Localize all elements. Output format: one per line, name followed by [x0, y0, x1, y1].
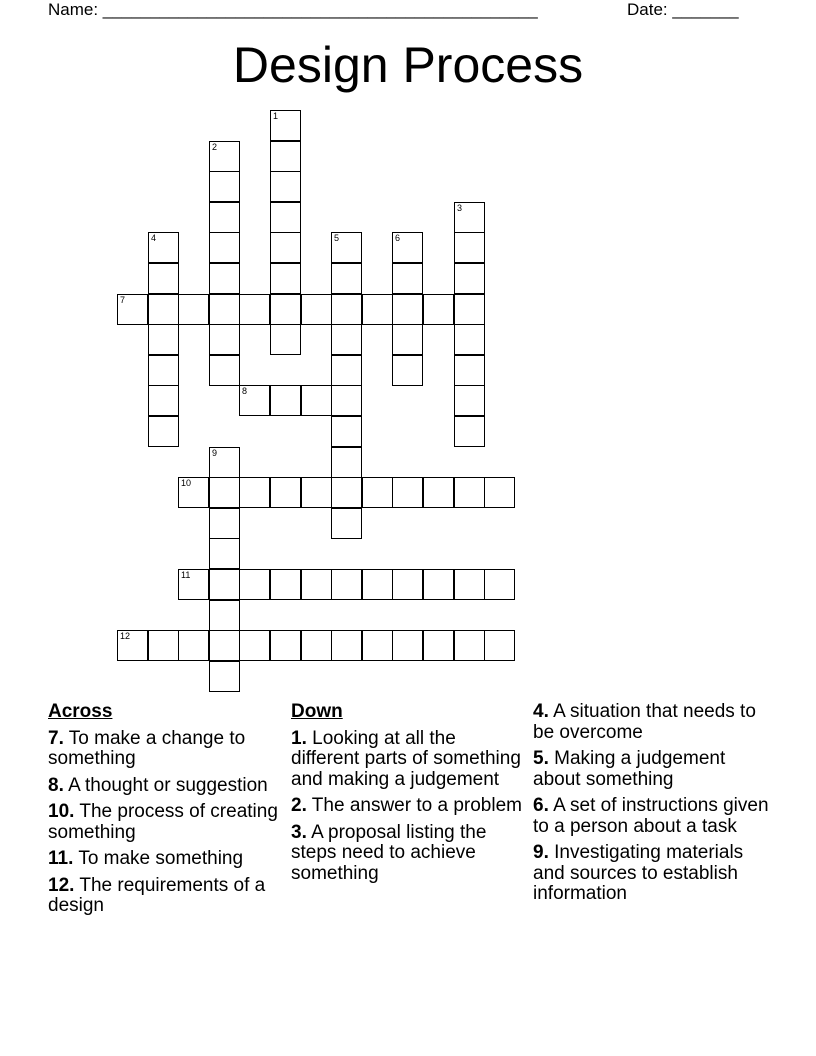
grid-cell[interactable]: [270, 385, 301, 416]
clue-number: 7: [120, 295, 126, 305]
across-clue-7: 7. To make a change to something: [48, 727, 246, 769]
date-field: Date: _______: [627, 0, 739, 19]
grid-cell[interactable]: [454, 263, 485, 294]
grid-cell[interactable]: [178, 630, 209, 661]
grid-cell[interactable]: [331, 508, 362, 539]
down-clue-2: 2. The answer to a problem: [291, 795, 522, 816]
grid-cell[interactable]: [392, 324, 423, 355]
grid-cell[interactable]: [239, 569, 270, 600]
grid-cell[interactable]: [423, 294, 454, 325]
grid-cell[interactable]: [331, 569, 362, 600]
clue-number: 8: [242, 386, 248, 396]
grid-cell[interactable]: [148, 416, 179, 447]
grid-cell[interactable]: [362, 477, 393, 508]
grid-cell[interactable]: [301, 385, 332, 416]
down-clue-9: 9. Investigating materials and sources to establish information: [533, 842, 744, 904]
grid-cell[interactable]: [148, 630, 179, 661]
grid-cell[interactable]: [331, 232, 362, 263]
grid-cell[interactable]: [270, 202, 301, 233]
grid-cell[interactable]: [209, 202, 240, 233]
down-clue-3: 3. A proposal listing the steps need to achieve something: [291, 821, 487, 884]
grid-cell[interactable]: [331, 294, 362, 325]
clue-number: 4: [151, 233, 157, 243]
grid-cell[interactable]: [484, 477, 515, 508]
grid-cell[interactable]: [178, 477, 209, 508]
grid-cell[interactable]: [484, 630, 515, 661]
grid-cell[interactable]: [178, 294, 209, 325]
grid-cell[interactable]: [392, 630, 423, 661]
grid-cell[interactable]: [209, 141, 240, 172]
grid-cell[interactable]: [117, 294, 148, 325]
grid-cell[interactable]: [270, 141, 301, 172]
down-clues-continued: [533, 702, 773, 911]
grid-cell[interactable]: [270, 294, 301, 325]
grid-cell[interactable]: [454, 232, 485, 263]
grid-cell[interactable]: [209, 171, 240, 202]
grid-cell[interactable]: [209, 447, 240, 478]
grid-cell[interactable]: [209, 538, 240, 569]
grid-cell[interactable]: [362, 630, 393, 661]
grid-cell[interactable]: [423, 630, 454, 661]
clue-number: 11: [181, 570, 191, 580]
grid-cell[interactable]: [148, 385, 179, 416]
clue-number: 10: [181, 478, 192, 488]
grid-cell[interactable]: [454, 569, 485, 600]
grid-cell[interactable]: [178, 569, 209, 600]
clue-number: 12: [120, 631, 131, 641]
grid-cell[interactable]: [484, 569, 515, 600]
grid-cell[interactable]: [148, 355, 179, 386]
grid-cell[interactable]: [392, 355, 423, 386]
across-clue-10: 10. The process of creating something: [48, 801, 278, 843]
grid-cell[interactable]: [270, 324, 301, 355]
grid-cell[interactable]: [209, 294, 240, 325]
grid-cell[interactable]: [454, 416, 485, 447]
clue-number: 2: [212, 142, 218, 152]
down-clue-4: 4. A situation that needs to be overcome: [533, 701, 756, 743]
across-clue-12: 12. The requirements of a design: [48, 874, 266, 916]
page-title: Design Process: [232, 37, 584, 93]
grid-cell[interactable]: [301, 569, 332, 600]
grid-cell[interactable]: [148, 232, 179, 263]
down-clue-6: 6. A set of instructions given to a person about a task: [533, 795, 769, 837]
grid-cell[interactable]: [362, 294, 393, 325]
grid-cell[interactable]: [270, 477, 301, 508]
across-clue-11: 11. To make something: [48, 848, 244, 869]
across-clues: [48, 702, 278, 923]
grid-cell[interactable]: [117, 630, 148, 661]
grid-cell[interactable]: [392, 294, 423, 325]
grid-cell[interactable]: [148, 263, 179, 294]
grid-cell[interactable]: [331, 263, 362, 294]
grid-cell[interactable]: [301, 477, 332, 508]
clue-number: 6: [395, 233, 401, 243]
grid-cell[interactable]: [209, 508, 240, 539]
grid-cell[interactable]: [454, 202, 485, 233]
clue-number: 3: [457, 203, 463, 213]
grid-cell[interactable]: [423, 477, 454, 508]
grid-cell[interactable]: [454, 630, 485, 661]
grid-cell[interactable]: [148, 324, 179, 355]
name-field: Name: ______________________________________________: [48, 0, 538, 19]
grid-cell[interactable]: [270, 110, 301, 141]
grid-cell[interactable]: [454, 294, 485, 325]
grid-cell[interactable]: [239, 385, 270, 416]
grid-cell[interactable]: [239, 294, 270, 325]
grid-cell[interactable]: [209, 630, 240, 661]
grid-cell[interactable]: [209, 569, 240, 600]
grid-cell[interactable]: [331, 477, 362, 508]
grid-cell[interactable]: [209, 661, 240, 692]
grid-cell[interactable]: [270, 171, 301, 202]
grid-cell[interactable]: [454, 324, 485, 355]
grid-cell[interactable]: [301, 630, 332, 661]
grid-cell[interactable]: [148, 294, 179, 325]
grid-cell[interactable]: [392, 263, 423, 294]
grid-cell[interactable]: [239, 630, 270, 661]
grid-cell[interactable]: [209, 600, 240, 631]
grid-cell[interactable]: [331, 447, 362, 478]
grid-cell[interactable]: [270, 569, 301, 600]
grid-cell[interactable]: [209, 263, 240, 294]
grid-cell[interactable]: [423, 569, 454, 600]
down-clue-5: 5. Making a judgement about something: [533, 748, 726, 790]
grid-cell[interactable]: [331, 385, 362, 416]
grid-cell[interactable]: [331, 324, 362, 355]
grid-cell[interactable]: [209, 355, 240, 386]
across-heading: Across: [48, 701, 113, 722]
clue-number: 1: [273, 111, 279, 121]
grid-cell[interactable]: [362, 569, 393, 600]
clue-number: 9: [212, 448, 218, 458]
grid-cell[interactable]: [270, 630, 301, 661]
grid-cell[interactable]: [270, 232, 301, 263]
down-clues: [291, 702, 523, 890]
grid-cell[interactable]: [239, 477, 270, 508]
down-heading: Down: [291, 701, 343, 722]
down-clue-1: 1. Looking at all the different parts of something and making a judgement: [291, 727, 521, 790]
grid-cell[interactable]: [454, 477, 485, 508]
grid-cell[interactable]: [392, 477, 423, 508]
grid-cell[interactable]: [209, 324, 240, 355]
grid-cell[interactable]: [209, 477, 240, 508]
grid-cell[interactable]: [392, 569, 423, 600]
grid-cell[interactable]: [331, 416, 362, 447]
grid-cell[interactable]: [454, 355, 485, 386]
grid-cell[interactable]: [331, 630, 362, 661]
across-clue-8: 8. A thought or suggestion: [48, 774, 268, 796]
grid-cell[interactable]: [209, 232, 240, 263]
grid-cell[interactable]: [392, 232, 423, 263]
grid-cell[interactable]: [301, 294, 332, 325]
clue-number: 5: [334, 233, 340, 243]
grid-cell[interactable]: [331, 355, 362, 386]
grid-cell[interactable]: [270, 263, 301, 294]
grid-cell[interactable]: [454, 385, 485, 416]
